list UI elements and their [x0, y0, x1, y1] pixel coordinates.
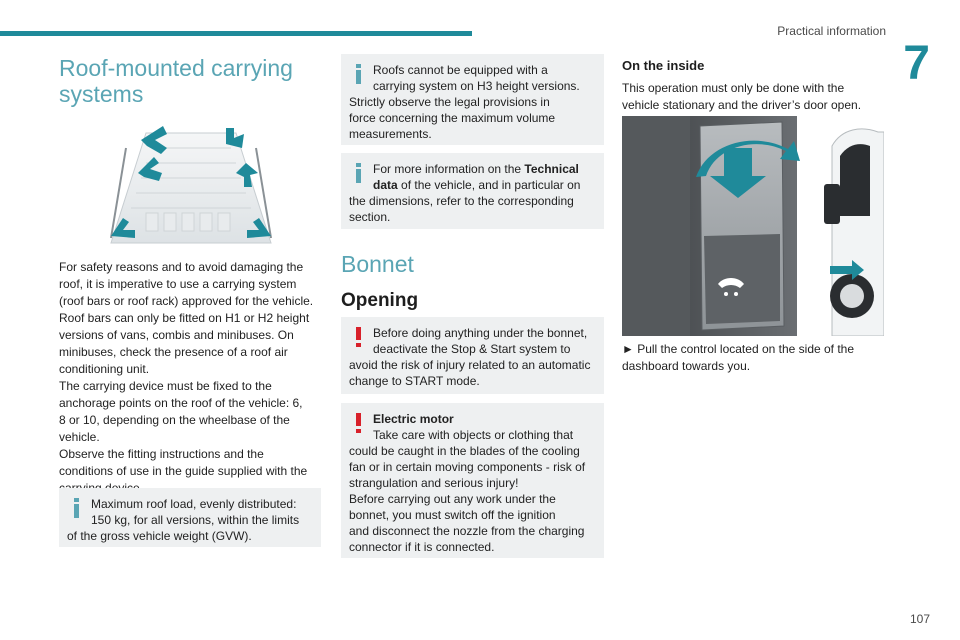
- info-note-technical-data: [341, 153, 604, 229]
- warning-icon: [351, 327, 367, 347]
- note-line: fan or in certain moving components - risk of: [349, 460, 586, 474]
- note-line: could be caught in the blades of the cooling: [349, 444, 580, 458]
- text-line: For safety reasons and to avoid damaging the: [59, 260, 304, 274]
- note-line: avoid the risk of injury related to an automatic: [349, 358, 591, 372]
- warning-stop-start: [341, 317, 604, 394]
- text-line: This operation must only be done with the: [622, 81, 845, 95]
- note-line: Before doing anything under the bonnet,: [373, 326, 588, 340]
- text-line: anchorage points on the roof of the vehicle: 6,: [59, 396, 303, 410]
- inside-paragraph: [622, 80, 884, 114]
- inside-heading: On the inside: [622, 58, 705, 73]
- note-line: strangulation and serious injury!: [349, 476, 519, 490]
- bonnet-heading: Bonnet: [341, 251, 414, 277]
- chapter-number: 7: [903, 37, 930, 90]
- note-line: bonnet, you must switch off the ignition: [349, 508, 556, 522]
- note-line: measurements.: [349, 127, 432, 141]
- note-line: the dimensions, refer to the corresponding: [349, 194, 574, 208]
- note-line: Strictly observe the legal provisions in: [349, 95, 550, 109]
- note-line: of the gross vehicle weight (GVW).: [67, 529, 252, 543]
- roof-illustration: [86, 118, 296, 253]
- text-line: ► Pull the control located on the side of the: [622, 342, 855, 356]
- note-line: Take care with objects or clothing that: [373, 428, 574, 442]
- note-line: Before carrying out any work under the: [349, 492, 556, 506]
- note-line: Roofs cannot be equipped with a: [373, 63, 548, 77]
- note-line: carrying system on H3 height versions.: [373, 79, 580, 93]
- info-icon: [351, 64, 367, 84]
- note-text: For more information on the: [373, 162, 525, 176]
- warning-icon: [351, 413, 367, 433]
- note-line: deactivate the Stop & Start system to: [373, 342, 571, 356]
- text-line: 8 or 10, depending on the wheelbase of the: [59, 413, 290, 427]
- note-line: force concerning the maximum volume: [349, 111, 556, 125]
- opening-heading: Opening: [341, 290, 419, 311]
- note-line: section.: [349, 210, 391, 224]
- info-note-h3: [341, 54, 604, 145]
- text-line: minibuses, check the presence of a roof air: [59, 345, 288, 359]
- technical-data-link: data: [373, 178, 398, 192]
- bonnet-release-illustration: [622, 116, 884, 336]
- text-line: vehicle.: [59, 430, 100, 444]
- text-line: The carrying device must be fixed to the: [59, 379, 272, 393]
- note-line: connector if it is connected.: [349, 540, 495, 554]
- roof-paragraph: [59, 259, 321, 497]
- text-line: Roof bars can only be fitted on H1 or H2 height: [59, 311, 310, 325]
- note-line: Maximum roof load, evenly distributed:: [91, 497, 297, 511]
- note-line: 150 kg, for all versions, within the limits: [91, 513, 300, 527]
- page-number: 107: [909, 612, 930, 626]
- warning-title: Electric motor: [373, 412, 454, 426]
- text-line: (roof bars or roof rack) approved for the vehicle.: [59, 294, 314, 308]
- info-icon: [351, 163, 367, 183]
- text-line: conditions of use in the guide supplied with the: [59, 464, 308, 478]
- text-line: conditioning unit.: [59, 362, 150, 376]
- text-line: versions of vans, combis and minibuses. On: [59, 328, 294, 342]
- info-icon: [69, 498, 85, 518]
- text-line: Observe the fitting instructions and the: [59, 447, 264, 461]
- note-text: of the vehicle, and in particular on: [397, 178, 581, 192]
- text-line: dashboard towards you.: [622, 359, 751, 373]
- roof-heading: Roof-mounted carrying systems: [59, 55, 293, 107]
- warning-electric-motor: [341, 403, 604, 558]
- header-accent-bar: [0, 31, 472, 36]
- note-line: and disconnect the nozzle from the charging: [349, 524, 585, 538]
- text-line: vehicle stationary and the driver’s door open.: [622, 98, 862, 112]
- note-line: change to START mode.: [349, 374, 480, 388]
- text-line: roof, it is imperative to use a carrying system: [59, 277, 297, 291]
- pull-control-step: [622, 341, 884, 375]
- info-note-roof-load: [59, 488, 321, 547]
- technical-data-link: Technical: [524, 162, 579, 176]
- section-title: Practical information: [777, 24, 886, 38]
